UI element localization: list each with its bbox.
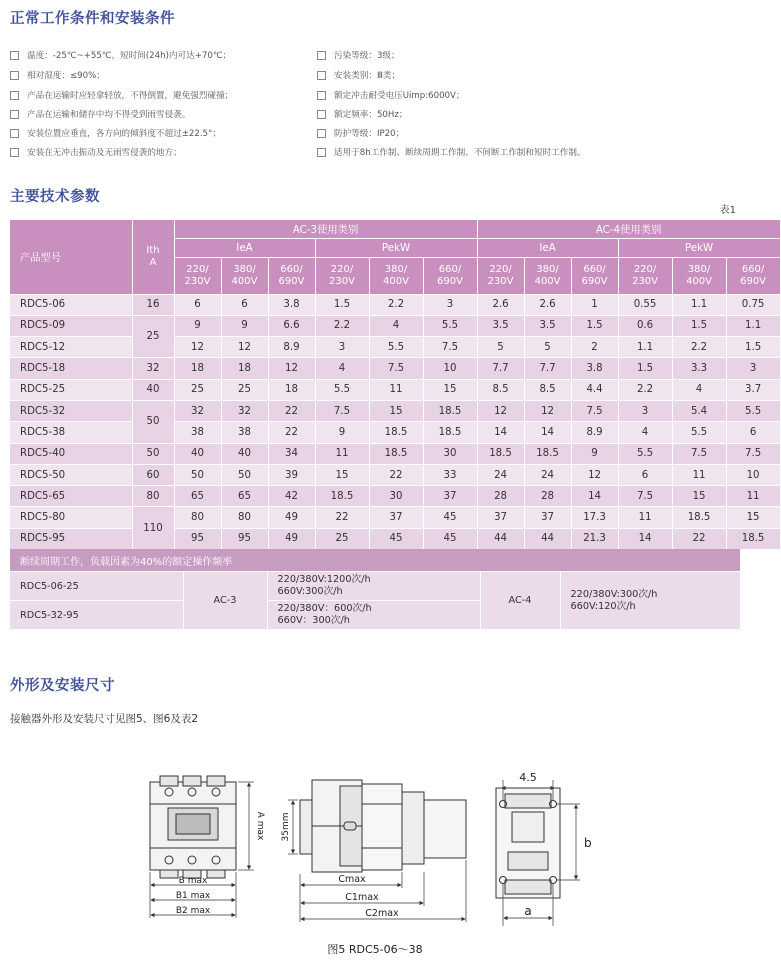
header-voltage: 220/ 230V xyxy=(477,257,524,294)
checkbox-icon xyxy=(317,51,326,60)
header-voltage: 380/ 400V xyxy=(369,257,423,294)
header-voltage: 660/ 690V xyxy=(423,257,477,294)
condition-item: 额定频率：50Hz； xyxy=(317,108,407,120)
dimension-drawing xyxy=(0,760,750,940)
table-row: RDC5-80 110 80 80 49 22 37 45 37 37 17.3 11 18.5 15 xyxy=(10,507,780,528)
front-view xyxy=(150,776,236,878)
label-c1max: C1max xyxy=(345,892,379,903)
checkbox-icon xyxy=(317,110,326,119)
freq-model: RDC5-32-95 xyxy=(10,601,183,630)
label-b: b xyxy=(584,836,592,850)
table-row: RDC5-32 50 32 32 22 7.5 15 18.5 12 12 7.5 3 5.4 5.5 xyxy=(10,400,780,421)
header-iea: IeA xyxy=(477,238,618,257)
header-voltage: 380/ 400V xyxy=(524,257,571,294)
label-b1-max: B1 max xyxy=(175,891,211,901)
condition-item: 污染等级：3级； xyxy=(317,49,400,61)
condition-item: 额定冲击耐受电压Uimp:6000V； xyxy=(317,89,465,101)
label-4-5: 4.5 xyxy=(519,771,537,784)
table-row: RDC5-95 95 95 49 25 45 45 44 44 21.3 14 22 18.5 xyxy=(10,528,780,549)
freq-ac4-text: 220/380V:300次/h 660V:120次/h xyxy=(560,572,740,630)
condition-item: 温度：-25℃~+55℃，短时间(24h)内可达+70℃； xyxy=(10,49,231,61)
header-pekw: PekW xyxy=(315,238,477,257)
header-voltage: 380/ 400V xyxy=(221,257,268,294)
header-iea: IeA xyxy=(174,238,315,257)
checkbox-icon xyxy=(10,129,19,138)
header-model: 产品型号 xyxy=(10,220,132,294)
header-voltage: 380/ 400V xyxy=(672,257,726,294)
freq-ac3-text: 220/380V：600次/h 660V：300次/h xyxy=(267,601,480,630)
checkbox-icon xyxy=(10,148,19,157)
label-c2max: C2max xyxy=(365,908,399,919)
checkbox-icon xyxy=(317,71,326,80)
header-voltage: 660/ 690V xyxy=(571,257,618,294)
table-row: RDC5-50 60 50 50 39 15 22 33 24 24 12 6 11 10 xyxy=(10,464,780,485)
table-row: RDC5-18 32 18 18 12 4 7.5 10 7.7 7.7 3.8 1.5 3.3 3 xyxy=(10,358,780,379)
intro-text: 接触器外形及安装尺寸见图5、图6及表2 xyxy=(10,713,199,725)
table-row: RDC5-38 38 38 22 9 18.5 18.5 14 14 8.9 4 5.5 6 xyxy=(10,422,780,443)
table-row: RDC5-65 80 65 65 42 18.5 30 37 28 28 14 7.5 15 11 xyxy=(10,486,780,507)
checkbox-icon xyxy=(10,91,19,100)
label-35mm: 35mm xyxy=(281,812,291,842)
condition-item: 安装类别：Ⅲ类； xyxy=(317,69,400,81)
label-b-max: B max xyxy=(178,876,208,886)
table-row: RDC5-06 16 6 6 3.8 1.5 2.2 3 2.6 2.6 1 0.55 1.1 0.75 xyxy=(10,294,780,315)
header-ac3: AC-3使用类别 xyxy=(174,220,477,238)
condition-item: 相对湿度：≤90%； xyxy=(10,69,105,81)
mounting-view xyxy=(496,788,560,898)
header-voltage: 220/ 230V xyxy=(174,257,221,294)
header-pekw: PekW xyxy=(618,238,780,257)
condition-item: 安装在无冲击振动及无雨雪侵袭的地方； xyxy=(10,146,182,158)
condition-item: 产品在运输和储存中均不得受到雨雪侵袭。 xyxy=(10,108,190,120)
label-a-max: A max xyxy=(255,811,265,841)
section-title-params: 主要技术参数 xyxy=(10,189,100,205)
frequency-title: 断续周期工作，负载因素为40%的额定操作频率 xyxy=(10,549,740,572)
condition-item: 防护等级：IP20； xyxy=(317,127,404,139)
header-voltage: 220/ 230V xyxy=(315,257,369,294)
condition-item: 安装位置应垂直，各方向的倾斜度不超过±22.5°； xyxy=(10,127,221,139)
table-row: RDC5-09 25 9 9 6.6 2.2 4 5.5 3.5 3.5 1.5 0.6 1.5 1.1 xyxy=(10,315,780,336)
table-number: 表1 xyxy=(719,205,736,216)
freq-ac3-label: AC-3 xyxy=(183,572,267,630)
checkbox-icon xyxy=(10,110,19,119)
section-title-conditions: 正常工作条件和安装条件 xyxy=(10,11,175,27)
side-view xyxy=(300,780,466,872)
section-title-dimensions: 外形及安装尺寸 xyxy=(10,678,115,694)
label-cmax: Cmax xyxy=(338,874,366,885)
checkbox-icon xyxy=(317,148,326,157)
header-ac4: AC-4使用类别 xyxy=(477,220,780,238)
freq-ac4-label: AC-4 xyxy=(480,572,560,630)
freq-ac3-text: 220/380V:1200次/h 660V:300次/h xyxy=(267,572,480,601)
frequency-table xyxy=(10,549,741,630)
header-voltage: 660/ 690V xyxy=(268,257,315,294)
condition-item: 适用于8h工作制、断续周期工作制、不间断工作制和短时工作制。 xyxy=(317,146,586,158)
header-ith: Ith A xyxy=(132,220,174,294)
checkbox-icon xyxy=(317,129,326,138)
table-row: RDC5-12 12 12 8.9 3 5.5 7.5 5 5 2 1.1 2.2 1.5 xyxy=(10,337,780,358)
table-row: RDC5-25 40 25 25 18 5.5 11 15 8.5 8.5 4.4 2.2 4 3.7 xyxy=(10,379,780,400)
condition-item: 产品在运输时应轻拿轻放，不得倒置，避免强烈碰撞； xyxy=(10,89,233,101)
freq-model: RDC5-06-25 xyxy=(10,572,183,601)
checkbox-icon xyxy=(10,51,19,60)
spec-table xyxy=(10,220,781,550)
header-voltage: 220/ 230V xyxy=(618,257,672,294)
table-row: RDC5-40 50 40 40 34 11 18.5 30 18.5 18.5 9 5.5 7.5 7.5 xyxy=(10,443,780,464)
header-voltage: 660/ 690V xyxy=(726,257,780,294)
checkbox-icon xyxy=(317,91,326,100)
label-b2-max: B2 max xyxy=(175,906,211,916)
label-a: a xyxy=(524,904,532,918)
figure-caption: 图5 RDC5-06～38 xyxy=(327,943,423,956)
checkbox-icon xyxy=(10,71,19,80)
